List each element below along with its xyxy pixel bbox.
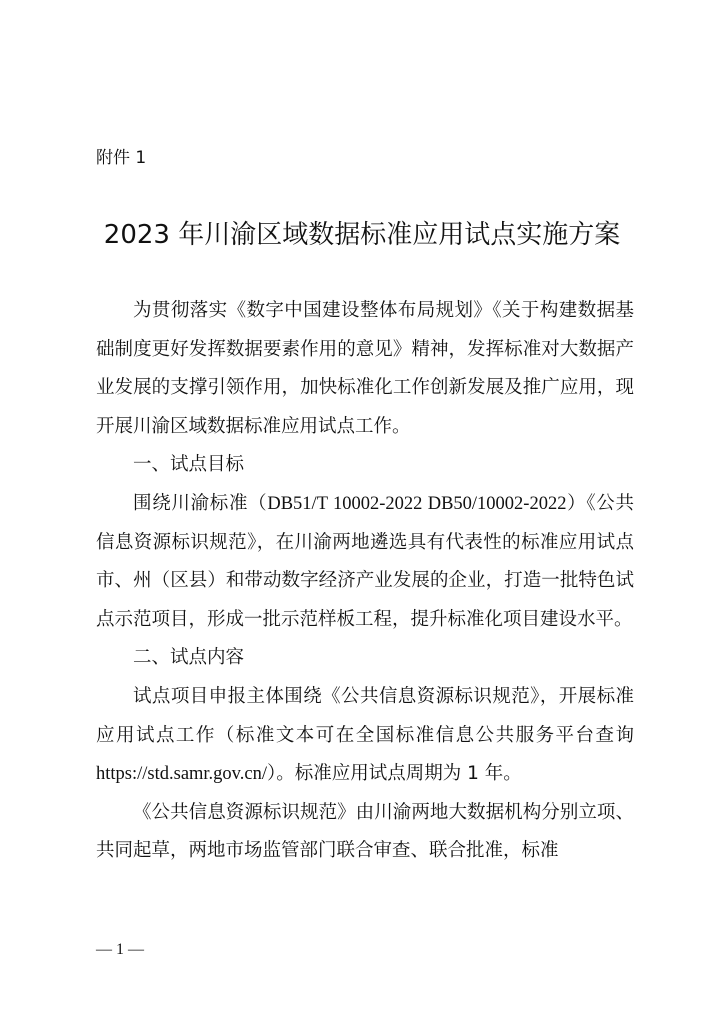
content-text-end: ）。标准应用试点周期为 1 年。 [266,763,522,785]
intro-paragraph: 为贯彻落实《数字中国建设整体布局规划》《关于构建数据基础制度更好发挥数据要素作用的意见》精神，发挥标准对大数据产业发展的支撑引领作用，加快标准化工作创新发展及推广应用，现开展川渝区域数据标准应用试点工作。 [96,300,634,437]
goals-text-start: 围绕川渝标准（ [133,492,268,514]
section-heading-goals: 一、试点目标 [133,454,245,476]
section-heading-content: 二、试点内容 [133,647,245,669]
goals-paragraph [96,485,634,639]
standard-background-paragraph: 《公共信息资源标识规范》由川渝两地大数据机构分别立项、共同起草，两地市场监管部门联合审查、联合批准，标准 [96,801,634,862]
document-body [96,292,634,871]
goals-text-end: ）《公共信息资源标识规范》，在川渝两地遴选具有代表性的标准应用试点市、州（区县）和带动数字经济产业发展的企业，打造一批特色试点示范项目，形成一批示范样板工程，提升标准化项目建设水平。 [96,492,634,630]
page-number: — 1 — [96,941,144,958]
standard-codes: DB51/T 10002-2022 DB50/10002-2022 [267,493,567,514]
content-paragraph [96,678,634,794]
attachment-label: 附件 1 [96,148,147,168]
content-text-start: 试点项目申报主体围绕《公共信息资源标识规范》，开展标准应用试点工作（标准文本可在全国标准信息公共服务平台查询 [96,685,634,746]
document-title: 2023 年川渝区域数据标准应用试点实施方案 [103,220,621,250]
platform-url: https://std.samr.gov.cn/ [96,764,267,785]
